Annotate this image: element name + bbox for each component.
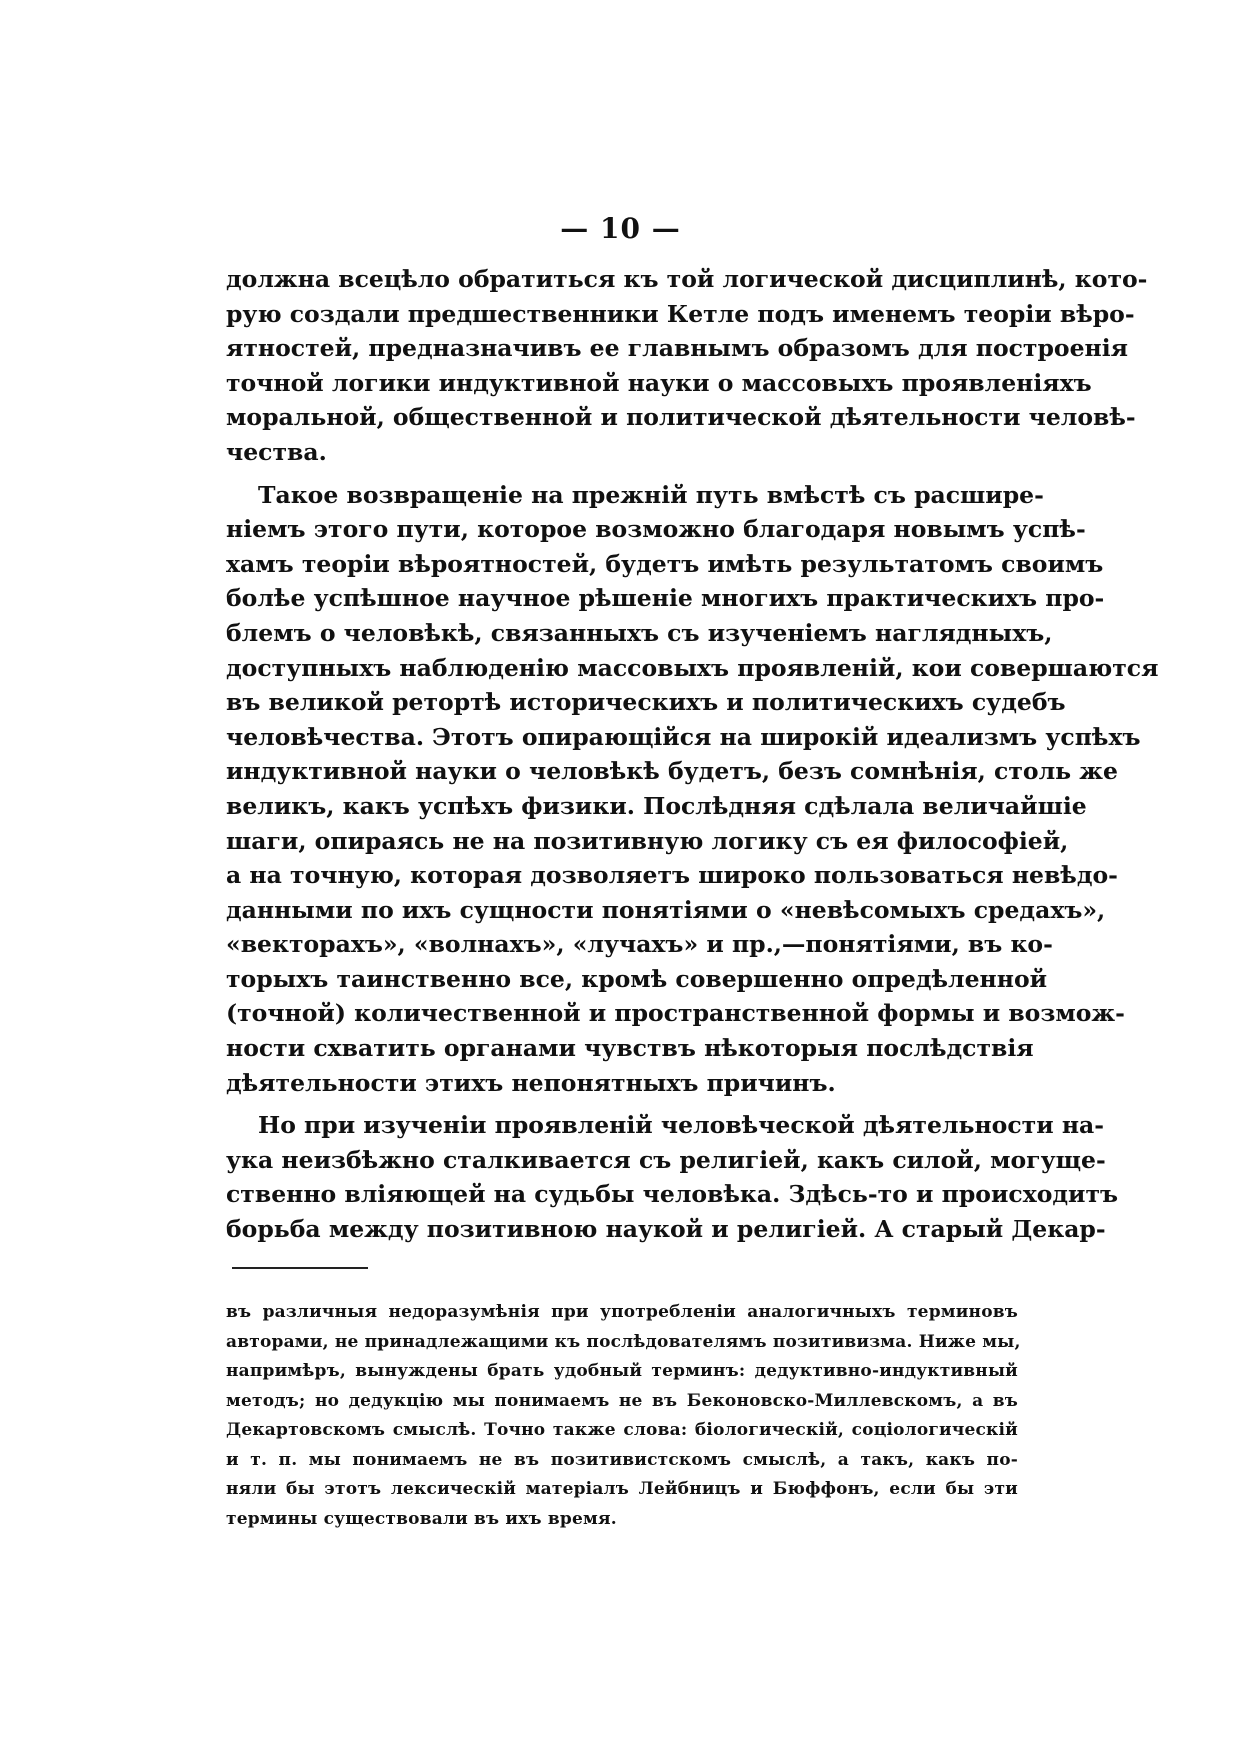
footnote-line: въ различныя недоразумѣнія при употребленіи аналогичныхъ терминовъ xyxy=(226,1302,1018,1322)
text-line: «векторахъ», «волнахъ», «лучахъ» и пр.,—понятіями, въ ко- xyxy=(226,930,1053,959)
text-line: (точной) количественной и пространственной формы и возмож- xyxy=(226,999,1125,1028)
text-line: чества. xyxy=(226,437,327,466)
paragraph-2 xyxy=(226,478,1159,1101)
text-line: шаги, опираясь не на позитивную логику съ ея философіей, xyxy=(226,826,1069,855)
text-line: борьба между позитивною наукой и религіей. А старый Декар- xyxy=(226,1215,1106,1244)
footnote-line: Декартовскомъ смыслѣ. Точно также слова: біологическій, соціологическій xyxy=(226,1420,1018,1440)
paragraph-3 xyxy=(226,1108,1119,1246)
text-line: должна всецѣло обратиться къ той логической дисциплинѣ, кото- xyxy=(226,265,1148,293)
text-line: индуктивной науки о человѣкѣ будетъ, безъ сомнѣнія, столь же xyxy=(226,757,1118,786)
page-number: — 10 — xyxy=(560,212,681,245)
text-line: блемъ о человѣкѣ, связанныхъ съ изученіемъ наглядныхъ, xyxy=(226,618,1053,647)
text-line: торыхъ таинственно все, кромѣ совершенно опредѣленной xyxy=(226,964,1048,993)
footnote-line: авторами, не принадлежащими къ послѣдователямъ позитивизма. Ниже мы, xyxy=(226,1331,1021,1352)
text-line: доступныхъ наблюденію массовыхъ проявленій, кои совершаются xyxy=(226,653,1159,682)
text-line: великъ, какъ успѣхъ физики. Послѣдняя сдѣлала величайшіе xyxy=(226,791,1087,820)
text-line: а на точную, которая дозволяетъ широко пользоваться невѣдо- xyxy=(226,861,1118,890)
footnote-line: и т. п. мы понимаемъ не въ позитивистскомъ смыслѣ, а такъ, какъ по- xyxy=(226,1449,1018,1470)
text-line: Но при изученіи проявленій человѣческой дѣятельности на- xyxy=(258,1111,1104,1140)
paragraph-1 xyxy=(226,262,1148,470)
text-line: ственно вліяющей на судьбы человѣка. Здѣсь-то и происходитъ xyxy=(226,1180,1119,1209)
footnote-line: методъ; но дедукцію мы понимаемъ не въ Беконовско-Миллевскомъ, а въ xyxy=(226,1390,1018,1411)
text-line: ности схватить органами чувствъ нѣкоторыя послѣдствія xyxy=(226,1034,1034,1063)
footnote-divider xyxy=(232,1267,368,1269)
text-line: ука неизбѣжно сталкивается съ религіей, какъ силой, могуще- xyxy=(226,1145,1106,1174)
text-line: ніемъ этого пути, которое возможно благодаря новымъ успѣ- xyxy=(226,515,1086,544)
main-text xyxy=(226,262,1159,1247)
text-line: Такое возвращеніе на прежній путь вмѣстѣ съ расшире- xyxy=(258,480,1044,509)
text-line: дѣятельности этихъ непонятныхъ причинъ. xyxy=(226,1068,836,1097)
text-line: болѣе успѣшное научное рѣшеніе многихъ практическихъ про- xyxy=(226,584,1105,613)
text-line: точной логики индуктивной науки о массовыхъ проявленіяхъ xyxy=(226,368,1092,397)
footnote-line: напримѣръ, вынуждены брать удобный терминъ: дедуктивно-индуктивный xyxy=(226,1361,1018,1381)
footnote-line: няли бы этотъ лексическій матеріалъ Лейбницъ и Бюффонъ, если бы эти xyxy=(226,1479,1018,1499)
footnote-line: термины существовали въ ихъ время. xyxy=(226,1508,617,1529)
text-line: хамъ теоріи вѣроятностей, будетъ имѣть результатомъ своимъ xyxy=(226,549,1104,578)
text-line: въ великой ретортѣ историческихъ и политическихъ судебъ xyxy=(226,688,1066,717)
text-line: рую создали предшественники Кетле подъ именемъ теоріи вѣро- xyxy=(226,299,1135,328)
text-line: данными по ихъ сущности понятіями о «невѣсомыхъ средахъ», xyxy=(226,895,1106,924)
text-line: человѣчества. Этотъ опирающійся на широкій идеализмъ успѣхъ xyxy=(226,722,1141,751)
text-line: моральной, общественной и политической дѣятельности человѣ- xyxy=(226,403,1136,432)
text-line: ятностей, предназначивъ ее главнымъ образомъ для построенія xyxy=(226,334,1129,363)
footnote xyxy=(226,1298,1021,1534)
